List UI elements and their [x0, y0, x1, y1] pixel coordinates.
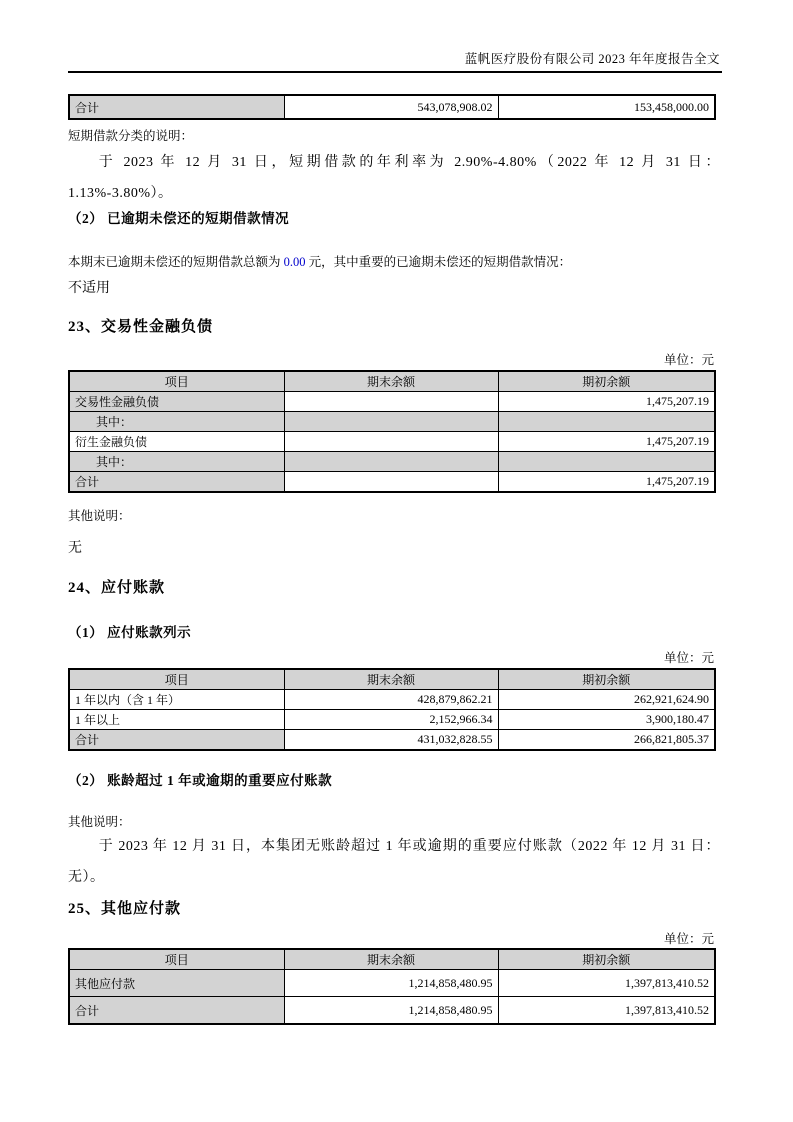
section-24-heading: 24、应付账款 — [68, 580, 166, 596]
accounts-payable-list-heading: （1） 应付账款列示 — [68, 625, 192, 640]
table-row — [69, 472, 715, 493]
column-header-ending: 期末余额 — [284, 371, 498, 392]
beginning-balance-cell: 1,475,207.19 — [498, 432, 715, 452]
ending-balance-cell — [284, 432, 498, 452]
beginning-balance-cell — [498, 412, 715, 432]
beginning-balance-cell: 262,921,624.90 — [498, 690, 715, 710]
loan-interest-rate-paragraph: 于 2023 年 12 月 31 日，短期借款的年利率为 2.90%-4.80%（2022 年 12 月 31 日：1.13%-3.80%）。 — [68, 155, 720, 201]
beginning-balance-cell: 1,397,813,410.52 — [498, 970, 715, 997]
other-note-label: 其他说明： — [68, 509, 131, 523]
overdue-loans-sentence — [68, 252, 571, 270]
ending-balance-cell — [284, 452, 498, 472]
table-row — [69, 392, 715, 412]
aging-over-one-year-heading: （2） 账龄超过 1 年或逾期的重要应付账款 — [68, 773, 333, 788]
document-header-title: 蓝帆医疗股份有限公司 2023 年年度报告全文 — [464, 52, 720, 66]
ending-balance-cell — [284, 472, 498, 493]
section-25-heading: 25、其他应付款 — [68, 901, 182, 917]
column-header-ending: 期末余额 — [284, 949, 498, 970]
unit-label: 单位：元 — [663, 932, 714, 946]
item-cell: 合计 — [69, 472, 284, 493]
section-23-heading: 23、交易性金融负债 — [68, 319, 214, 335]
column-header-item: 项目 — [69, 949, 284, 970]
other-note-value: 无 — [68, 541, 82, 556]
overdue-amount-value: 0.00 — [283, 255, 306, 269]
item-cell: 交易性金融负债 — [69, 392, 284, 412]
beginning-balance-cell: 1,475,207.19 — [498, 472, 715, 493]
column-header-item: 项目 — [69, 669, 284, 690]
item-cell: 其他应付款 — [69, 970, 284, 997]
beginning-balance-cell: 1,475,207.19 — [498, 392, 715, 412]
item-cell: 合计 — [69, 730, 284, 751]
trading-financial-liabilities-table — [68, 370, 716, 493]
header-rule — [68, 71, 722, 73]
unit-label: 单位：元 — [663, 651, 714, 665]
loan-classification-note-label: 短期借款分类的说明： — [68, 129, 194, 143]
column-header-beginning: 期初余额 — [498, 371, 715, 392]
beginning-balance-cell: 1,397,813,410.52 — [498, 997, 715, 1025]
item-cell: 1 年以内（含 1 年） — [69, 690, 284, 710]
beginning-balance-cell: 3,900,180.47 — [498, 710, 715, 730]
column-header-item: 项目 — [69, 371, 284, 392]
overdue-sentence-prefix: 本期末已逾期未偿还的短期借款总额为 — [68, 255, 284, 269]
aging-explanation-paragraph: 于 2023 年 12 月 31 日，本集团无账龄超过 1 年或逾期的重要应付账款（2022 年 12 月 31 日：无）。 — [68, 839, 720, 885]
other-payables-table — [68, 948, 716, 1025]
item-cell: 其中： — [69, 412, 284, 432]
short-term-loans-total-table — [68, 94, 716, 120]
ending-balance-cell: 431,032,828.55 — [284, 730, 498, 751]
ending-balance-cell: 1,214,858,480.95 — [284, 970, 498, 997]
beginning-balance-cell: 153,458,000.00 — [498, 95, 715, 119]
ending-balance-cell: 2,152,966.34 — [284, 710, 498, 730]
ending-balance-cell — [284, 412, 498, 432]
item-cell: 衍生金融负债 — [69, 432, 284, 452]
overdue-loans-heading: （2） 已逾期未偿还的短期借款情况 — [68, 211, 290, 226]
table-header-row — [69, 949, 715, 970]
column-header-ending: 期末余额 — [284, 669, 498, 690]
table-row — [69, 710, 715, 730]
table-row — [69, 690, 715, 710]
ending-balance-cell: 428,879,862.21 — [284, 690, 498, 710]
table-row — [69, 412, 715, 432]
accounts-payable-table — [68, 668, 716, 751]
not-applicable-text: 不适用 — [68, 281, 110, 296]
beginning-balance-cell — [498, 452, 715, 472]
table-row — [69, 730, 715, 751]
table-row — [69, 432, 715, 452]
table-row — [69, 997, 715, 1025]
column-header-beginning: 期初余额 — [498, 949, 715, 970]
table-header-row — [69, 669, 715, 690]
item-cell: 其中： — [69, 452, 284, 472]
table-header-row — [69, 371, 715, 392]
other-note-label: 其他说明： — [68, 815, 131, 829]
ending-balance-cell: 543,078,908.02 — [284, 95, 498, 119]
unit-label: 单位：元 — [663, 353, 714, 367]
item-cell: 1 年以上 — [69, 710, 284, 730]
beginning-balance-cell: 266,821,805.37 — [498, 730, 715, 751]
item-cell: 合计 — [69, 95, 284, 119]
table-row — [69, 95, 715, 119]
ending-balance-cell: 1,214,858,480.95 — [284, 997, 498, 1025]
column-header-beginning: 期初余额 — [498, 669, 715, 690]
item-cell: 合计 — [69, 997, 284, 1025]
ending-balance-cell — [284, 392, 498, 412]
overdue-sentence-suffix: 元，其中重要的已逾期未偿还的短期借款情况： — [305, 255, 572, 269]
table-row — [69, 452, 715, 472]
table-row — [69, 970, 715, 997]
